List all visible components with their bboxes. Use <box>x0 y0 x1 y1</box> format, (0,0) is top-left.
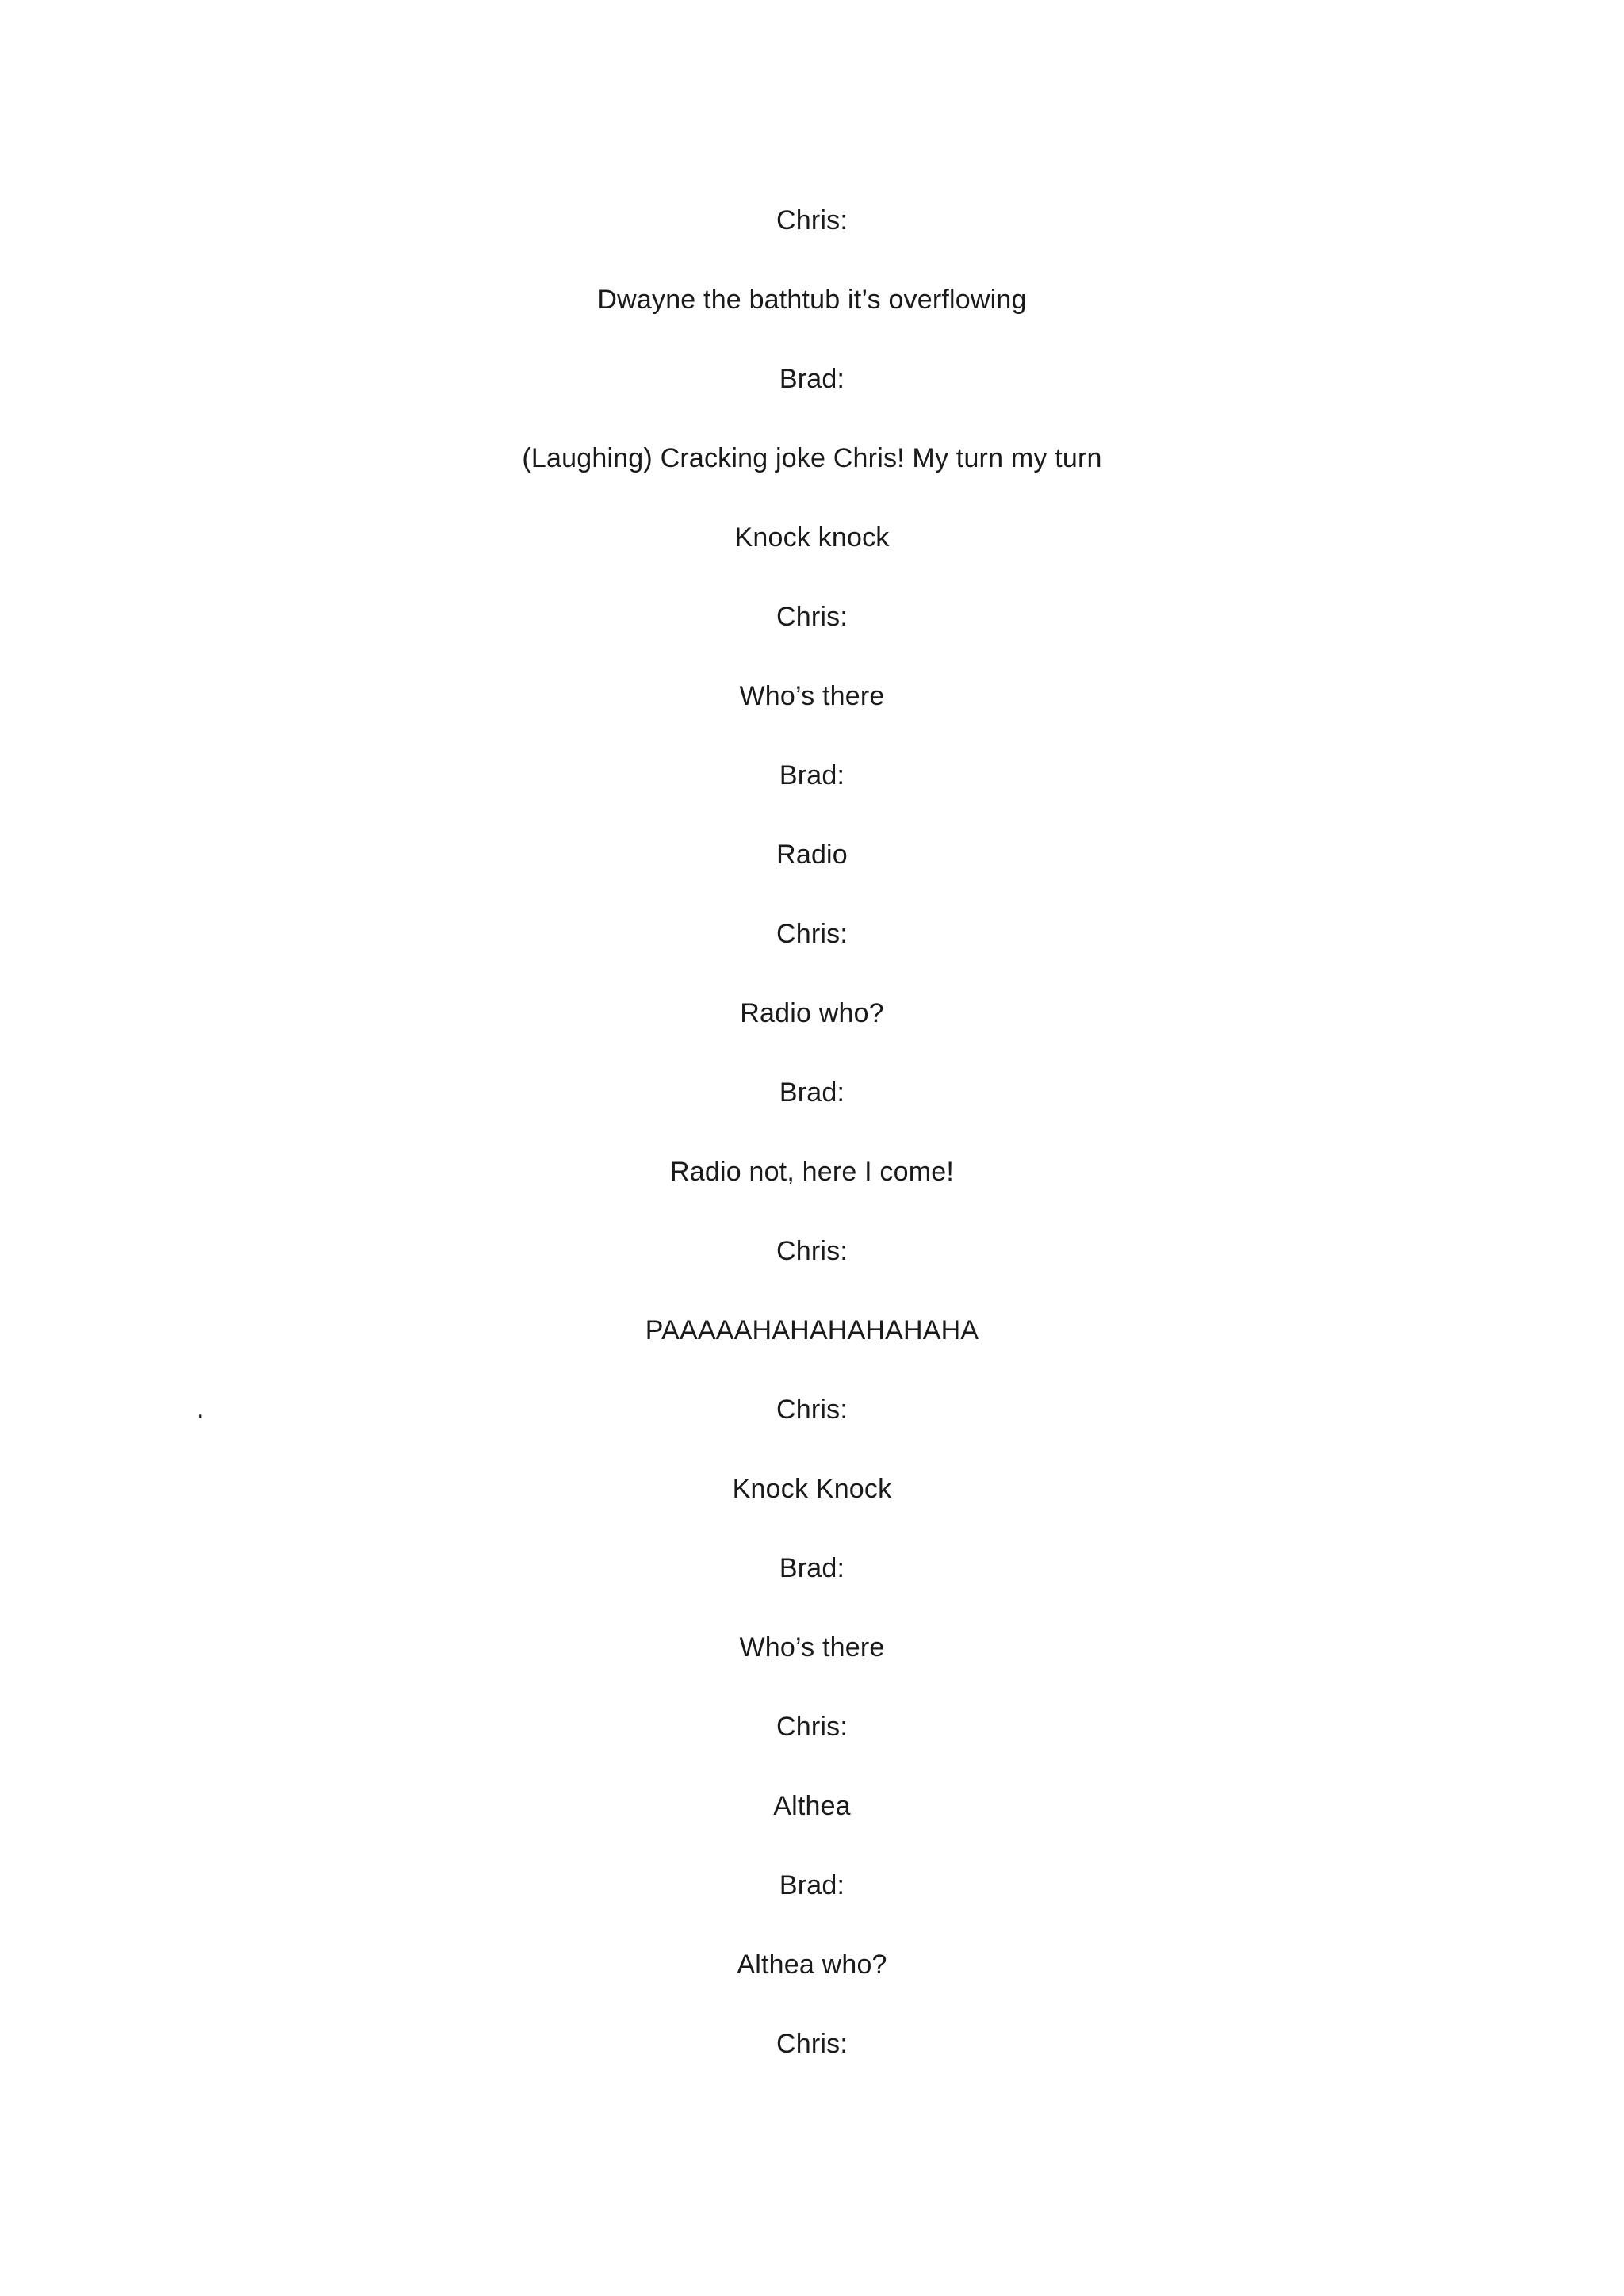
dialogue-line: Radio not, here I come! <box>669 1157 954 1187</box>
speaker-label: Chris: <box>776 602 848 632</box>
speaker-label: Chris: <box>776 919 848 949</box>
speaker-label: Brad: <box>779 1077 845 1108</box>
dialogue-line: Knock Knock <box>732 1474 892 1504</box>
speaker-label: Chris: <box>776 2029 848 2059</box>
script-lines <box>0 205 1624 2107</box>
dialogue-line: Radio <box>776 840 848 870</box>
dialogue-line: Who’s there <box>739 1632 885 1663</box>
speaker-label: Chris: <box>776 205 848 235</box>
speaker-label: Chris: <box>776 1236 848 1266</box>
dialogue-line: PAAAAAHAHAHAHAHAHA <box>645 1315 979 1345</box>
speaker-label: Brad: <box>779 1870 845 1900</box>
dialogue-line: Who’s there <box>739 681 885 711</box>
speaker-label: Chris: <box>776 1712 848 1742</box>
speaker-label: Brad: <box>779 1553 845 1583</box>
speaker-label: Brad: <box>779 364 845 394</box>
dialogue-line: (Laughing) Cracking joke Chris! My turn my turn <box>522 443 1102 473</box>
dialogue-line: Althea <box>773 1791 851 1821</box>
stray-period-mark: . <box>197 1394 205 1424</box>
dialogue-line: Althea who? <box>737 1950 887 1980</box>
dialogue-line: Knock knock <box>734 522 890 553</box>
dialogue-line: Dwayne the bathtub it’s overflowing <box>597 285 1027 315</box>
speaker-label: Brad: <box>779 760 845 790</box>
dialogue-line: Radio who? <box>740 998 884 1028</box>
speaker-label: Chris: <box>776 1395 848 1425</box>
